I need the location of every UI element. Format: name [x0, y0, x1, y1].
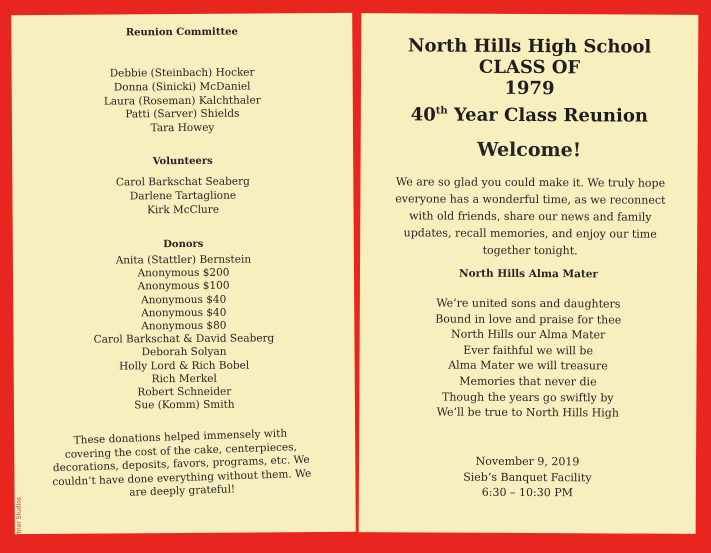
reunion-title-rest: Year Class Reunion	[447, 104, 649, 127]
list-item: Anonymous $80	[141, 319, 227, 333]
list-item: Holly Lord & Rich Bobel	[119, 359, 250, 373]
list-item: Anonymous $40	[141, 306, 227, 320]
title-block	[361, 35, 698, 127]
event-time: 6:30 – 10:30 PM	[481, 485, 573, 500]
donors-list	[13, 253, 355, 414]
lyric-line: Bound in love and praise for thee	[435, 312, 622, 327]
list-item: Deborah Solyan	[141, 346, 227, 359]
donors-heading: Donors	[163, 238, 204, 251]
lyric-line: Though the years go swiftly by	[441, 390, 614, 405]
welcome-heading: Welcome!	[477, 138, 582, 162]
class-of-title: CLASS OF	[478, 56, 581, 79]
lyric-line: We’ll be true to North Hills High	[436, 405, 619, 420]
list-item: Sue (Komm) Smith	[134, 398, 235, 412]
list-item: Carol Barkschat Seaberg	[115, 175, 250, 189]
list-item: Kirk McClure	[147, 203, 220, 216]
list-item: Anita (Stattler) Bernstein	[115, 253, 252, 267]
class-year-title: 1979	[504, 77, 555, 100]
lyric-line: North Hills our Alma Mater	[451, 327, 606, 342]
event-date: November 9, 2019	[475, 454, 580, 469]
reunion-title	[361, 100, 698, 127]
alma-mater-heading: North Hills Alma Mater	[458, 267, 598, 281]
volunteers-heading: Volunteers	[152, 155, 213, 168]
list-item: Darlene Tartaglione	[129, 189, 237, 203]
lyric-line: Ever faithful we will be	[463, 343, 594, 358]
lyric-line: We’re united sons and daughters	[436, 296, 621, 311]
committee-heading: Reunion Committee	[125, 26, 238, 39]
committee-list	[12, 66, 353, 137]
list-item: Anonymous $100	[137, 280, 230, 293]
left-page	[11, 13, 356, 553]
list-item: Robert Schneider	[137, 385, 232, 399]
right-page	[359, 13, 699, 534]
list-item: Anonymous $40	[141, 293, 227, 306]
alma-mater-lyrics	[359, 295, 697, 422]
list-item: Carol Barkschat & David Seaberg	[93, 332, 275, 346]
list-item: Patti (Sarver) Shields	[125, 107, 240, 121]
event-venue: Sieb’s Banquet Facility	[463, 470, 592, 484]
list-item: Debbie (Steinbach) Hocker	[109, 66, 255, 80]
list-item: Tara Howey	[150, 121, 215, 135]
lyric-line: Alma Mater we will treasure	[448, 358, 608, 373]
list-item: Rich Merkel	[151, 372, 217, 386]
school-title: North Hills High School	[408, 35, 652, 58]
reunion-ordinal-suffix: th	[435, 105, 448, 117]
studio-watermark: © Gartner Studios	[15, 496, 23, 553]
welcome-message: We are so glad you could make it. We truly hope everyone has a wonderful time, as we reconnect with old friends, share our news and family updates, recall memories, and enjoy our time together tonight.	[395, 175, 666, 258]
donations-note: These donations helped immensely with covering the cost of the cake, centerpieces, decorations, deposits, favors, programs, etc. We couldn’t have done everything without them. We are deeply grateful!	[52, 427, 312, 499]
volunteers-list	[12, 175, 353, 219]
event-info	[359, 453, 696, 502]
reunion-number: 40	[410, 104, 436, 126]
list-item: Anonymous $200	[137, 266, 230, 280]
lyric-line: Memories that never die	[459, 374, 597, 389]
list-item: Laura (Roseman) Kalchthaler	[103, 94, 261, 108]
list-item: Donna (Sinicki) McDaniel	[113, 80, 251, 94]
